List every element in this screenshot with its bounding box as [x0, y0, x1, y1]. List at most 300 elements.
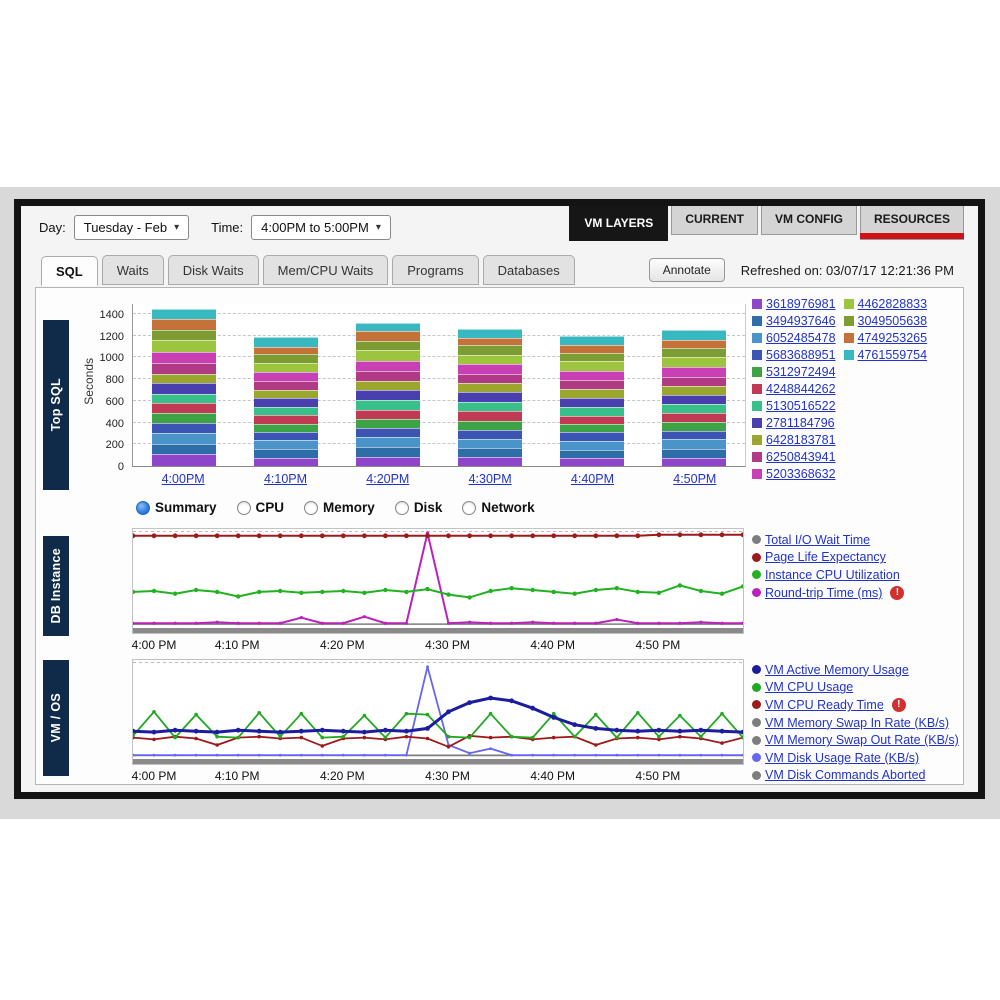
data-point [279, 622, 282, 625]
data-point [657, 591, 661, 595]
section-tab-label: DB Instance [49, 548, 63, 624]
data-point [278, 533, 283, 538]
x-tick-label: 4:20 PM [319, 769, 365, 783]
data-point [468, 621, 471, 624]
tab-mem-cpu-waits[interactable]: Mem/CPU Waits [263, 255, 389, 285]
tab-sql[interactable]: SQL [41, 256, 98, 286]
y-tick-label: 800 [105, 374, 124, 387]
legend-item [844, 348, 928, 362]
radio-label: Summary [155, 500, 217, 515]
radio-cpu[interactable] [237, 500, 285, 515]
legend-link-vm-disk-usage-rate-kb-s-[interactable]: VM Disk Usage Rate (KB/s) [765, 750, 920, 765]
data-point [594, 713, 598, 717]
bar-segment-3618976981[interactable] [356, 457, 420, 466]
data-point [741, 730, 743, 735]
top-tab-current[interactable]: CURRENT [671, 206, 758, 235]
legend-link-total-i-o-wait-time[interactable]: Total I/O Wait Time [765, 532, 871, 547]
section-tab-db-instance[interactable] [43, 536, 69, 636]
data-point [658, 754, 661, 757]
bar-segment-2781184796[interactable] [152, 383, 216, 393]
db-instance-legend [752, 531, 904, 601]
bar-segment-3618976981[interactable] [662, 458, 726, 466]
x-tick-label: 4:40 PM [530, 769, 576, 783]
data-point [615, 618, 618, 621]
data-point [404, 729, 409, 734]
data-point [700, 754, 703, 757]
time-link-4:00PM[interactable]: 4:00PM [161, 472, 205, 486]
data-point [405, 735, 409, 739]
tab-waits[interactable]: Waits [102, 255, 164, 285]
data-point [341, 533, 346, 538]
data-point [174, 754, 177, 757]
sql-id-link[interactable]: 2781184796 [766, 415, 835, 430]
data-point [341, 729, 346, 734]
legend-item [752, 467, 836, 481]
data-point [342, 622, 345, 625]
data-point [194, 737, 198, 741]
data-point [173, 592, 177, 596]
legend-item [752, 568, 904, 582]
bar-segment-6052485478[interactable] [560, 441, 624, 450]
data-point [299, 591, 303, 595]
data-point [405, 622, 408, 625]
bar-segment-4462828833[interactable] [560, 361, 624, 371]
sql-id-link[interactable]: 5312972494 [766, 364, 836, 379]
legend-link-vm-memory-swap-in-rate-kb-s-[interactable]: VM Memory Swap In Rate (KB/s) [765, 715, 950, 730]
bar-segment-5130516522[interactable] [356, 400, 420, 410]
bar-segment-6052485478[interactable] [458, 439, 522, 448]
data-point [446, 533, 451, 538]
bar-segment-4248844262[interactable] [152, 403, 216, 413]
data-point [572, 533, 577, 538]
bar-segment-5683688951[interactable] [254, 432, 318, 440]
bar-segment-5203368632[interactable] [458, 364, 522, 374]
bar-segment-6250843941[interactable] [560, 380, 624, 389]
legend-link-instance-cpu-utilization[interactable]: Instance CPU Utilization [765, 567, 900, 582]
bar-segment-4462828833[interactable] [254, 363, 318, 372]
bar-segment-4749253265[interactable] [560, 345, 624, 352]
data-point [488, 533, 493, 538]
top-sql-x-labels [132, 472, 746, 486]
data-point [552, 590, 556, 594]
bar-segment-5203368632[interactable] [356, 361, 420, 371]
annotate-button[interactable]: Annotate [649, 258, 725, 282]
radio-summary[interactable] [136, 500, 217, 515]
bar-segment-6250843941[interactable] [152, 363, 216, 373]
data-point [720, 622, 723, 625]
bar-segment-4761559754[interactable] [662, 330, 726, 340]
data-point [426, 713, 430, 717]
legend-item [844, 297, 928, 311]
bar-segment-3494937646[interactable] [254, 449, 318, 458]
x-tick-label: 4:30 PM [425, 638, 470, 652]
bar-segment-6250843941[interactable] [458, 374, 522, 383]
time-link-4:30PM[interactable]: 4:30PM [468, 472, 512, 486]
legend-item [752, 768, 959, 782]
time-link-4:50PM[interactable]: 4:50PM [673, 472, 717, 486]
legend-link-vm-cpu-usage[interactable]: VM CPU Usage [765, 680, 854, 695]
y-tick-label: 1400 [99, 308, 124, 321]
data-point [467, 533, 472, 538]
data-point [279, 754, 282, 757]
data-point [530, 706, 535, 711]
data-point [405, 754, 408, 757]
radio-network[interactable] [462, 500, 534, 515]
bar-segment-5683688951[interactable] [662, 431, 726, 440]
data-point [173, 533, 178, 538]
bar-segment-5683688951[interactable] [458, 430, 522, 439]
bar-segment-4761559754[interactable] [254, 337, 318, 347]
data-point [215, 730, 220, 735]
data-point [363, 615, 366, 618]
data-point [510, 754, 513, 757]
top-tab-vm-layers[interactable]: VM LAYERS [569, 206, 668, 241]
x-tick-label: 4:30 PM [425, 769, 470, 783]
sql-id-link[interactable]: 5203368632 [766, 466, 836, 481]
data-point [699, 735, 703, 739]
bar-segment-4749253265[interactable] [152, 319, 216, 329]
tab-programs[interactable]: Programs [392, 255, 478, 285]
day-label: Day: [39, 220, 66, 235]
x-tick-label: 4:10 PM [214, 769, 260, 783]
data-point [447, 745, 451, 749]
legend-item [752, 550, 904, 564]
series-line-page-life-expectancy [133, 535, 743, 536]
sql-id-link[interactable]: 5130516522 [766, 398, 836, 413]
time-label: Time: [211, 220, 244, 235]
warning-icon: ! [890, 586, 904, 600]
bar-segment-2781184796[interactable] [356, 390, 420, 400]
bar-segment-5203368632[interactable] [254, 372, 318, 381]
time-select[interactable] [251, 215, 391, 240]
bar-segment-6428183781[interactable] [560, 389, 624, 398]
data-point [152, 533, 157, 538]
section-tab-label: Top SQL [49, 378, 63, 432]
data-point [362, 591, 366, 595]
data-point [237, 754, 240, 757]
legend-item [752, 297, 836, 311]
data-point [173, 728, 178, 733]
legend-item [752, 331, 836, 345]
data-point [635, 533, 640, 538]
sql-id-link[interactable]: 3618976981 [766, 296, 836, 311]
bar-segment-4462828833[interactable] [356, 350, 420, 360]
y-tick-label: 0 [117, 461, 124, 473]
bar-segment-3049505638[interactable] [458, 345, 522, 354]
x-tick-label: 4:50 PM [635, 638, 681, 652]
chevron-down-icon: ▾ [174, 222, 180, 233]
bar-segment-5312972494[interactable] [560, 424, 624, 432]
data-point [573, 592, 577, 596]
section-tab-vm-os[interactable] [43, 660, 69, 776]
bar-segment-5203368632[interactable] [662, 367, 726, 377]
bar-segment-6052485478[interactable] [662, 439, 726, 448]
bar-segment-2781184796[interactable] [458, 392, 522, 402]
data-point [636, 711, 640, 715]
data-point [363, 754, 366, 757]
data-point [679, 754, 682, 757]
bar-segment-3618976981[interactable] [254, 458, 318, 466]
data-point [321, 744, 325, 748]
bar-segment-5130516522[interactable] [458, 402, 522, 411]
legend-swatch-icon [752, 435, 762, 445]
time-select-value: 4:00PM to 5:00PM [261, 220, 369, 235]
data-point [299, 533, 304, 538]
data-point [573, 622, 576, 625]
radio-dot-icon [304, 501, 318, 515]
bar-segment-3049505638[interactable] [662, 348, 726, 357]
bar-segment-4749253265[interactable] [254, 347, 318, 355]
x-tick-label: 4:10 PM [214, 638, 260, 652]
bar-segment-4248844262[interactable] [254, 415, 318, 424]
time-link-4:40PM[interactable]: 4:40PM [570, 472, 615, 486]
bar-segment-4749253265[interactable] [458, 338, 522, 346]
tab-databases[interactable]: Databases [483, 255, 575, 285]
data-point [300, 712, 304, 716]
bar-segment-6052485478[interactable] [356, 437, 420, 447]
data-point [278, 730, 283, 735]
time-link-4:20PM[interactable]: 4:20PM [366, 472, 410, 486]
bar-segment-6428183781[interactable] [356, 381, 420, 390]
data-point [489, 712, 493, 716]
bar-segment-4761559754[interactable] [560, 336, 624, 346]
data-point [509, 698, 514, 703]
bar-segment-4248844262[interactable] [560, 416, 624, 425]
data-point [194, 713, 198, 717]
data-point [320, 590, 324, 594]
y-axis-ticks [94, 304, 128, 473]
bar-segment-4248844262[interactable] [356, 410, 420, 419]
data-point [510, 622, 513, 625]
data-point [216, 754, 219, 757]
legend-item [752, 663, 959, 677]
data-point [447, 735, 451, 739]
legend-swatch-icon [752, 401, 762, 411]
bar-4:40PM [560, 336, 624, 466]
bar-segment-3494937646[interactable] [560, 450, 624, 459]
x-axis-bar [133, 759, 743, 764]
legend-item [844, 314, 928, 328]
bar-segment-5683688951[interactable] [152, 423, 216, 433]
legend-link-vm-memory-swap-out-rate-kb-s-[interactable]: VM Memory Swap Out Rate (KB/s) [765, 733, 959, 748]
bar-4:50PM [662, 330, 726, 466]
legend-dot-icon [752, 753, 761, 762]
sql-id-link[interactable]: 6428183781 [766, 432, 836, 447]
data-point [552, 622, 555, 625]
series-line-vm-cpu-usage [133, 712, 743, 738]
legend-dot-icon [752, 683, 761, 692]
app-window [14, 199, 985, 799]
data-point [426, 737, 430, 741]
legend-swatch-icon [752, 350, 762, 360]
data-point [363, 736, 367, 740]
bar-segment-3494937646[interactable] [662, 449, 726, 458]
bar-segment-4749253265[interactable] [356, 331, 420, 340]
bar-segment-4761559754[interactable] [356, 323, 420, 332]
legend-item [752, 586, 904, 600]
bar-segment-4749253265[interactable] [662, 340, 726, 348]
bar-segment-4462828833[interactable] [152, 340, 216, 352]
bar-segment-3494937646[interactable] [458, 448, 522, 457]
sql-id-link[interactable]: 6052485478 [766, 330, 836, 345]
bar-segment-4462828833[interactable] [662, 357, 726, 367]
bar-segment-5130516522[interactable] [560, 407, 624, 416]
sql-id-link[interactable]: 4248844262 [766, 381, 836, 396]
bar-segment-6250843941[interactable] [662, 377, 726, 386]
bar-segment-6428183781[interactable] [458, 383, 522, 392]
bar-segment-4462828833[interactable] [458, 355, 522, 365]
data-point [362, 730, 367, 735]
bar-segment-4248844262[interactable] [458, 411, 522, 421]
top-sql-legend [752, 295, 927, 482]
bar-segment-6428183781[interactable] [662, 386, 726, 395]
legend-item [752, 348, 836, 362]
vm-os-chart [132, 659, 744, 765]
data-point [173, 736, 177, 740]
bar-segment-5130516522[interactable] [662, 404, 726, 413]
toolbar [39, 215, 391, 240]
data-point [425, 726, 430, 731]
bar-segment-5130516522[interactable] [254, 407, 318, 415]
bar-segment-3618976981[interactable] [560, 458, 624, 466]
bar-segment-5312972494[interactable] [254, 424, 318, 433]
bar-segment-3494937646[interactable] [356, 447, 420, 457]
legend-swatch-icon [844, 299, 854, 309]
data-point [678, 714, 682, 718]
bar-segment-3494937646[interactable] [152, 444, 216, 454]
data-point [721, 754, 724, 757]
db-instance-x-labels [132, 638, 744, 654]
data-point [720, 532, 725, 537]
x-axis-bar [133, 628, 743, 633]
legend-swatch-icon [752, 384, 762, 394]
data-point [699, 589, 703, 593]
data-point [300, 754, 303, 757]
bar-segment-3049505638[interactable] [254, 354, 318, 363]
data-point [341, 589, 345, 593]
data-point [299, 729, 304, 734]
legend-item [752, 450, 836, 464]
time-link-4:10PM[interactable]: 4:10PM [263, 472, 308, 486]
data-point [468, 752, 471, 755]
sql-id-link[interactable]: 3049505638 [857, 313, 928, 328]
sql-id-link[interactable]: 6250843941 [766, 449, 836, 464]
radio-memory[interactable] [304, 500, 375, 515]
sql-id-link[interactable]: 4462828833 [857, 296, 928, 311]
data-point [467, 595, 471, 599]
data-point [152, 710, 156, 714]
bar-segment-5203368632[interactable] [560, 371, 624, 380]
bar-segment-6052485478[interactable] [254, 440, 318, 449]
data-point [531, 588, 535, 592]
legend-dot-icon [752, 570, 761, 579]
data-point [257, 590, 261, 594]
sql-id-link[interactable]: 4761559754 [857, 347, 928, 362]
data-point [552, 736, 556, 740]
sql-id-link[interactable]: 4749253265 [857, 330, 928, 345]
data-point [509, 586, 513, 590]
legend-dot-icon [752, 718, 761, 727]
radio-disk[interactable] [395, 500, 443, 515]
tab-disk-waits[interactable]: Disk Waits [168, 255, 259, 285]
bar-segment-3049505638[interactable] [152, 330, 216, 340]
bar-segment-5683688951[interactable] [560, 432, 624, 441]
data-point [531, 736, 535, 740]
day-select[interactable] [74, 215, 189, 240]
legend-link-vm-cpu-ready-time[interactable]: VM CPU Ready Time [765, 697, 884, 712]
data-point [489, 736, 493, 740]
bar-segment-3618976981[interactable] [458, 457, 522, 466]
bar-segment-2781184796[interactable] [662, 395, 726, 404]
top-sql-chart [132, 304, 746, 467]
legend-item [752, 733, 959, 747]
section-tab-label: VM / OS [49, 693, 63, 743]
data-point [258, 754, 261, 757]
bar-segment-4761559754[interactable] [458, 329, 522, 338]
bar-segment-6428183781[interactable] [254, 390, 318, 398]
legend-link-page-life-expectancy[interactable]: Page Life Expectancy [765, 550, 886, 565]
sql-id-link[interactable]: 5683688951 [766, 347, 836, 362]
legend-link-round-trip-time-ms-[interactable]: Round-trip Time (ms) [765, 585, 883, 600]
sql-id-link[interactable]: 3494937646 [766, 313, 836, 328]
vm-os-x-labels [132, 769, 744, 785]
top-tab-vm-config[interactable]: VM CONFIG [761, 206, 857, 235]
bar-segment-2781184796[interactable] [560, 398, 624, 407]
bar-segment-6250843941[interactable] [356, 371, 420, 381]
legend-link-vm-active-memory-usage[interactable]: VM Active Memory Usage [765, 662, 909, 677]
bar-segment-6250843941[interactable] [254, 381, 318, 390]
data-point [741, 532, 743, 537]
data-point [720, 741, 724, 745]
data-point [174, 622, 177, 625]
section-tab-top-sql[interactable] [43, 320, 69, 490]
bar-segment-5312972494[interactable] [662, 422, 726, 431]
data-point [720, 592, 724, 596]
bar-segment-3049505638[interactable] [356, 341, 420, 351]
bar-segment-6428183781[interactable] [152, 374, 216, 384]
bar-segment-4761559754[interactable] [152, 309, 216, 320]
x-tick-label: 4:40 PM [530, 638, 576, 652]
bar-segment-6052485478[interactable] [152, 433, 216, 444]
bar-segment-5203368632[interactable] [152, 352, 216, 363]
bar-segment-2781184796[interactable] [254, 398, 318, 407]
data-point [720, 712, 724, 716]
sub-tab-bar [41, 255, 575, 285]
radio-label: Memory [323, 500, 375, 515]
data-point [321, 736, 325, 740]
data-point [489, 622, 492, 625]
bar-segment-5312972494[interactable] [152, 413, 216, 423]
bar-segment-5312972494[interactable] [458, 421, 522, 430]
bar-segment-5130516522[interactable] [152, 394, 216, 403]
data-point [552, 754, 555, 757]
vm-chart-svg [133, 660, 743, 764]
legend-item [752, 314, 836, 328]
data-point [404, 590, 408, 594]
bar-segment-5312972494[interactable] [356, 419, 420, 428]
bar-segment-4248844262[interactable] [662, 413, 726, 422]
y-tick-label: 400 [105, 417, 124, 430]
radio-label: CPU [255, 500, 285, 515]
top-tab-resources[interactable]: RESOURCES [860, 206, 964, 240]
y-axis-label: Seconds [82, 358, 96, 405]
data-point [383, 728, 388, 733]
legend-link-vm-disk-commands-aborted[interactable]: VM Disk Commands Aborted [765, 768, 926, 783]
bar-segment-5683688951[interactable] [356, 428, 420, 437]
legend-swatch-icon [844, 316, 854, 326]
bar-segment-3618976981[interactable] [152, 454, 216, 466]
bar-segment-3049505638[interactable] [560, 353, 624, 362]
